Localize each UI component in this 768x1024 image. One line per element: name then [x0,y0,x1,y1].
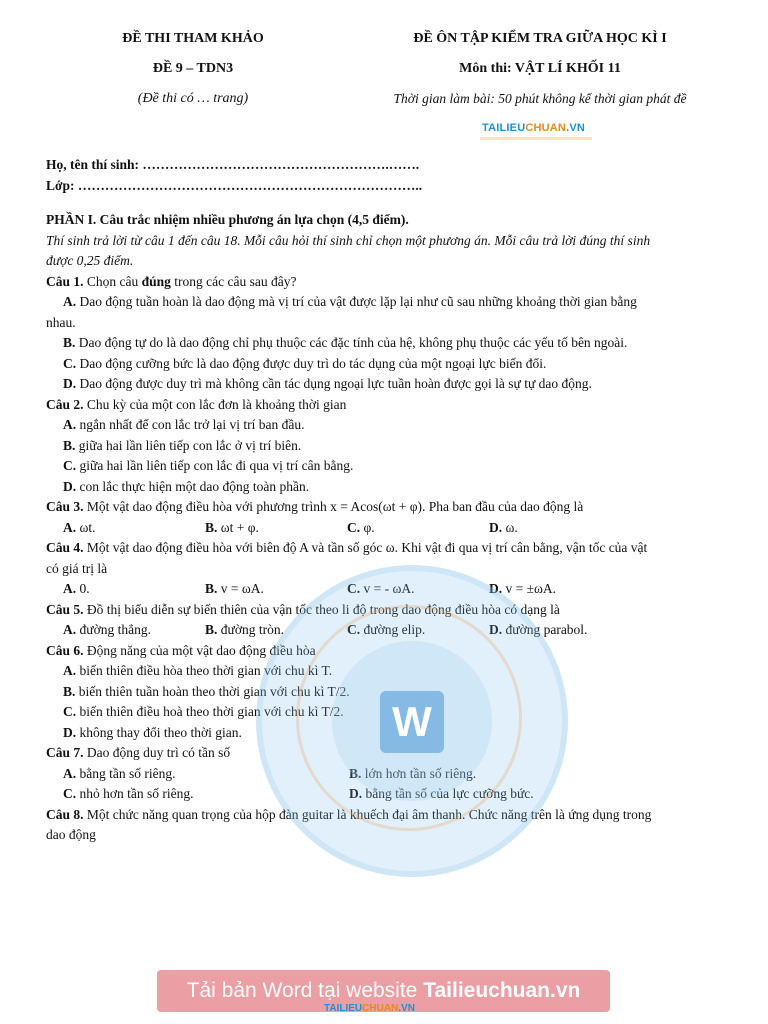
option-text: ngắn nhất để con lắc trở lại vị trí ban đầu. [79,417,305,432]
option-letter: A. [63,663,77,678]
q-label: Câu 7. [46,745,84,760]
exam-code: ĐỀ 9 – TDN3 [152,61,234,76]
option-letter: A. [63,581,77,596]
question-2 [46,395,726,416]
option [489,579,631,600]
q-emphasis: đúng [141,273,171,289]
brand-part: .VN [566,122,586,134]
option-text: φ. [363,519,375,535]
option [205,620,347,641]
brand-part: TAILIEU [324,1003,363,1014]
option-letter: D. [349,786,363,801]
option [205,518,347,539]
option-text: bằng tần số riêng. [79,765,176,781]
q-text: trong các câu sau đây? [170,273,297,289]
q-text: Một chức năng quan trọng của hộp đàn guitar là khuếch đại âm thanh. Chức năng trên là ứng dụng trong [83,806,652,822]
option [46,292,726,313]
student-class-line: Lớp: ………………………………………………………………….. [46,177,423,193]
brand-part: CHUAN [362,1003,399,1014]
section-instructions: Thí sinh trả lời từ câu 1 đến câu 18. Mỗi câu hỏi thí sinh chỉ chọn một phương án. Mỗi câu trả lời đúng thí sinh [46,232,651,248]
q-text: Một vật dao động điều hòa với biên độ A và tần số góc ω. Khi vật đi qua vị trí cân bằng, vận tốc của vật [83,540,648,555]
option-text: đường elip. [363,622,426,637]
option-letter: B. [63,437,76,453]
option [46,702,726,723]
q-label: Câu 1. [46,273,84,289]
option [205,579,347,600]
q-label: Câu 2. [46,396,84,412]
option-letter: A. [63,417,77,432]
q-text-wrap: dao động [46,827,96,842]
option-text: giữa hai lần liên tiếp con lắc đi qua vị trí cân bằng. [79,458,354,473]
option-letter: C. [63,355,77,371]
option-letter: A. [63,622,77,637]
option-letter: C. [63,704,77,719]
option-text: ωt + φ. [220,519,259,535]
option-text: ω. [505,519,518,535]
time-limit: Thời gian làm bài: 50 phút không kể thời gian phát đề [393,91,687,106]
exam-title: ĐỀ ÔN TẬP KIỂM TRA GIỮA HỌC KÌ I [413,31,667,46]
banner-text: Tải bản Word tại website [186,979,424,1002]
option-text: v = - ωA. [363,581,415,596]
word-doc-icon: W [380,691,444,753]
option [63,764,349,785]
question-6 [46,641,726,662]
option-text: bằng tần số của lực cưỡng bức. [365,786,534,801]
q-label: Câu 5. [46,601,84,617]
spacer [46,196,726,210]
option-text: biến thiên tuần hoàn theo thời gian với chu kì T/2. [78,683,350,699]
question-5 [46,600,726,621]
brand-underline [480,137,592,140]
footer-brand-logo [324,1003,415,1014]
option-letter: C. [63,458,77,473]
option [46,723,726,744]
question-8 [46,805,726,826]
header-right [362,24,718,114]
option-letter: A. [63,294,77,309]
exam-type: ĐỀ THI THAM KHẢO [122,31,264,46]
options-row [46,784,726,805]
option-text: Dao động tuần hoàn là dao động mà vị trí của vật được lặp lại như cũ sau những khoảng thời gian bằng [79,294,637,309]
options-row [46,764,726,785]
option-text: ωt. [79,519,96,535]
option [63,784,349,805]
option-text: biến thiên điều hoà theo thời gian với chu kì T/2. [79,704,344,719]
q-label: Câu 8. [46,806,84,822]
q-label: Câu 6. [46,642,84,658]
option-letter: C. [347,622,361,637]
option-text: con lắc thực hiện một dao động toàn phần. [79,478,310,494]
option-letter: D. [63,478,77,494]
option-text: đường tròn. [220,622,284,637]
q-label: Câu 3. [46,499,84,514]
option [349,764,635,785]
option-text: biến thiên điều hòa theo thời gian với chu kì T. [79,663,333,678]
option-text: nhỏ hơn tần số riêng. [79,786,194,801]
option-text: đường thẳng. [79,622,151,637]
option-wrap: nhau. [46,314,76,330]
option-letter: B. [205,519,218,535]
option [63,620,205,641]
section-instructions: được 0,25 điểm. [46,253,134,268]
option [347,518,489,539]
q-text: Một vật dao động điều hòa với phương trình x = Acos(ωt + φ). Pha ban đầu của dao động là [83,499,584,514]
q-text: Chọn câu [83,273,142,289]
options-row [46,518,726,539]
q-text: Động năng của một vật dao động điều hòa [83,642,316,658]
option [46,374,726,395]
option [46,354,726,375]
brand-logo [482,122,585,134]
options-row [46,579,726,600]
option [46,456,726,477]
option-text: Dao động tự do là dao động chỉ phụ thuộc các đặc tính của hệ, không phụ thuộc các yếu tố bên ngoài. [78,335,628,350]
option-letter: B. [205,622,218,637]
option [46,661,726,682]
option [63,518,205,539]
option-text: đường parabol. [505,622,588,637]
option-text: v = ±ωA. [505,581,557,596]
q-text: Đồ thị biểu diễn sự biến thiên của vận tốc theo li độ trong dao động điều hòa có dạng là [83,601,560,617]
question-1 [46,272,726,293]
brand-part: .VN [398,1003,415,1014]
option-letter: B. [63,335,76,350]
option-text: v = ωA. [220,581,264,596]
option-letter: A. [63,519,77,535]
option [347,579,489,600]
question-4 [46,538,726,559]
student-name-line: Họ, tên thí sinh: ……………………………………………….……. [46,157,420,172]
header-left [88,24,298,114]
option-text: lớn hơn tần số riêng. [364,765,477,781]
option-letter: C. [63,786,77,801]
option [63,579,205,600]
option-letter: D. [489,622,503,637]
subject: Môn thi: VẬT LÍ KHỐI 11 [459,61,621,76]
section-title: PHẦN I. Câu trắc nhiệm nhiều phương án lựa chọn (4,5 điểm). [46,212,409,227]
option-text: Dao động được duy trì mà không cần tác dụng ngoại lực tuần hoàn được gọi là sự tự dao động. [79,376,592,391]
option [46,477,726,498]
option [489,518,631,539]
option [349,784,635,805]
option-letter: C. [347,519,361,535]
option-text: giữa hai lần liên tiếp con lắc ở vị trí biên. [78,437,302,453]
q-label: Câu 4. [46,540,84,555]
option [46,682,726,703]
option-letter: D. [63,724,77,740]
option [489,620,631,641]
option-letter: C. [347,581,361,596]
option [46,436,726,457]
banner-site-link[interactable]: Tailieuchuan.vn [423,979,581,1002]
option-letter: D. [489,581,503,596]
option-letter: A. [63,765,77,781]
option-letter: B. [349,765,362,781]
option-text: không thay đổi theo thời gian. [79,724,242,740]
question-7 [46,743,726,764]
question-3 [46,497,726,518]
option [347,620,489,641]
option-text: 0. [79,581,90,596]
options-row [46,620,726,641]
option [46,333,726,354]
exam-body [46,155,726,846]
option-letter: B. [63,683,76,699]
brand-part: CHUAN [525,122,567,134]
brand-part: TAILIEU [482,122,526,134]
option [46,415,726,436]
page-count-note: (Đề thi có … trang) [137,91,249,106]
option-letter: B. [205,581,218,596]
option-letter: D. [489,519,503,535]
q-text: Chu kỳ của một con lắc đơn là khoảng thời gian [83,396,347,412]
option-text: Dao động cưỡng bức là dao động được duy trì do tác dụng của một ngoại lực biến đổi. [79,355,547,371]
q-text: Dao động duy trì có tần số [83,745,231,760]
q-text-wrap: có giá trị là [46,560,108,576]
option-letter: D. [63,376,77,391]
